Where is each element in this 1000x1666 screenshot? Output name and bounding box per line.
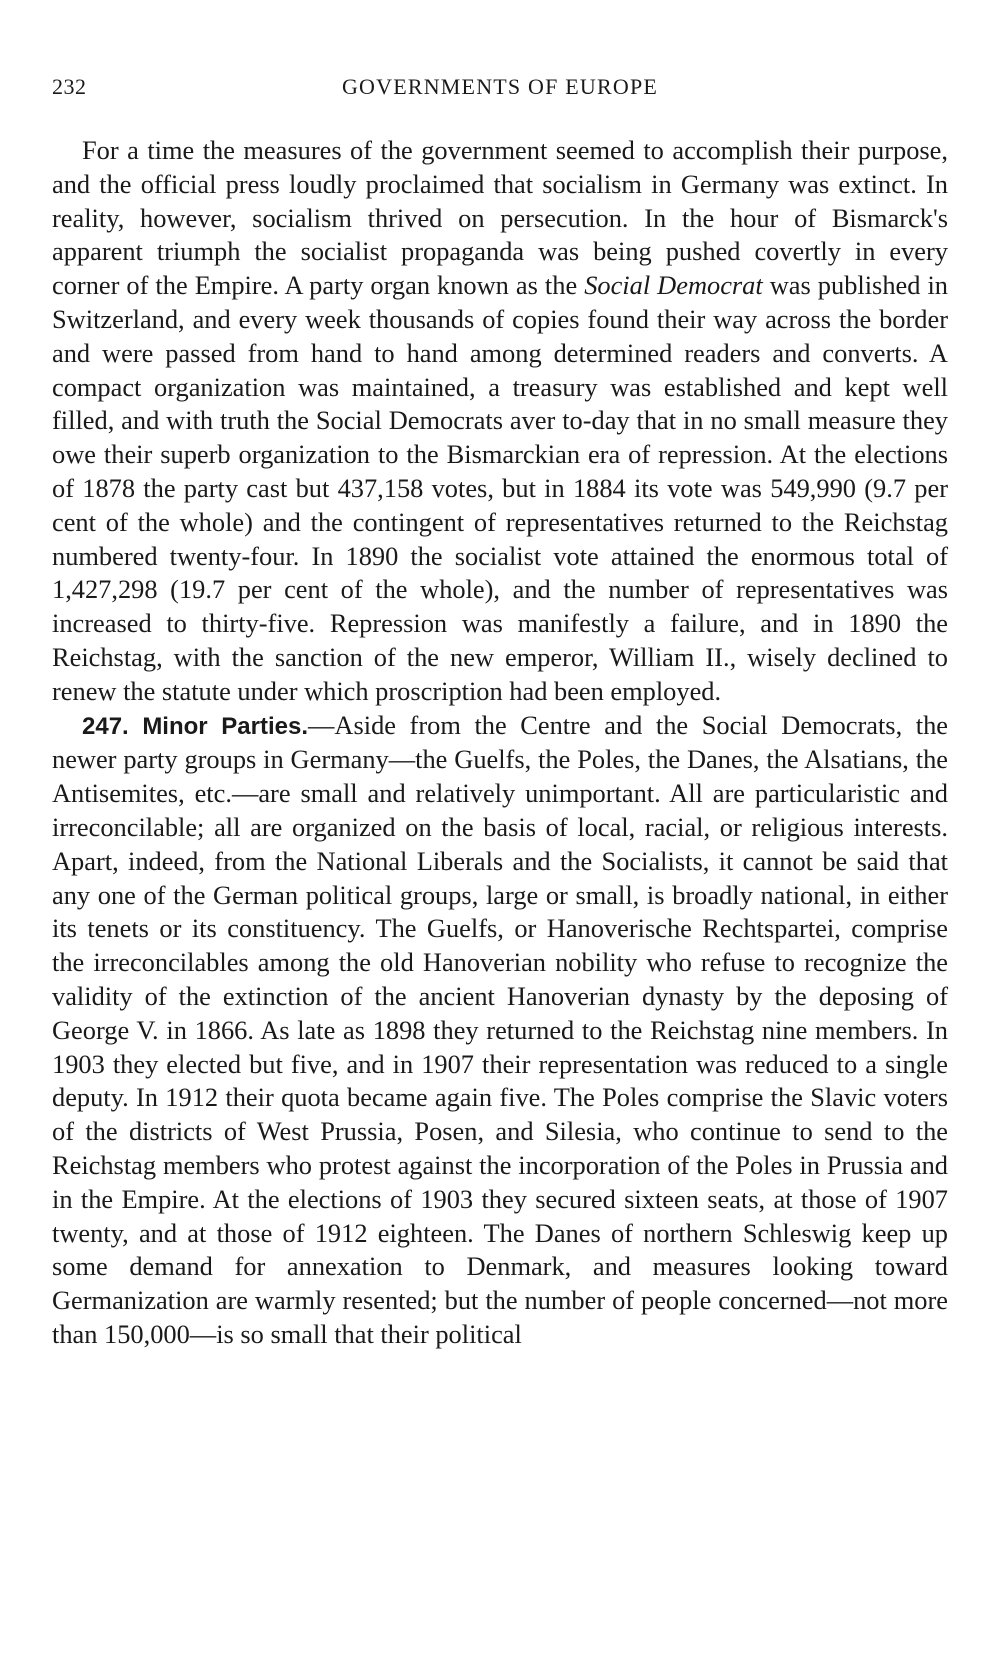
paragraph-text: For a time the measures of the government seemed to accomplish their purpose, and the official press loudly proclaimed that socialism in Germany was extinct. In reality, however, socialism thrived on persecution. In the hour of Bismarck's apparent triumph the socialist propaganda was being pushed covertly in every corner of the Empire. A party organ known as the — [52, 135, 948, 301]
paragraph-socialism — [52, 134, 948, 709]
book-page — [52, 0, 948, 1352]
paragraph-minor-parties — [52, 709, 948, 1352]
newspaper-title: Social Democrat — [584, 270, 763, 301]
running-head — [52, 74, 948, 114]
section-heading: Minor Parties. — [142, 712, 309, 740]
paragraph-text: —Aside from the Centre and the Social Democrats, the newer party groups in Germany—the Guelfs, the Poles, the Danes, the Alsatians, the Antisemites, etc.—are small and relatively unimportant. All are particularistic and irreconcilable; all are organized on the basis of local, racial, or religious interests. Apart, indeed, from the National Liberals and the Socialists, it cannot be said that any one of the German political groups, large or small, is broadly national, in either its tenets or its constituency. The Guelfs, or Hanoverische Rechtspartei, comprise the irreconcilables among the old Hanoverian nobility who refuse to recognize the validity of the extinction of the ancient Hanoverian dynasty by the deposing of George V. in 1866. As late as 1898 they returned to the Reichstag nine members. In 1903 they elected but five, and in 1907 their representation was reduced to a single deputy. In 1912 their quota became again five. The Poles comprise the Slavic voters of the districts of West Prussia, Posen, and Silesia, who continue to send to the Reichstag members who protest against the incorporation of the Poles in Prussia and in the Empire. At the elections of 1903 they secured sixteen seats, at those of 1907 twenty, and at those of 1912 eighteen. The Danes of northern Schleswig keep up some demand for annexation to Denmark, and measures looking toward Germanization are warmly resented; but the number of people concerned—not more than 150,000—is so small that their political — [52, 709, 948, 1349]
page-number: 232 — [52, 74, 87, 99]
body-text — [52, 134, 948, 1352]
section-number: 247. — [82, 712, 129, 740]
paragraph-text: was published in Switzerland, and every week thousands of copies found their way across the border and were passed from hand to hand among determined readers and converts. A compact organization was maintained, a treasury was established and kept well filled, and with truth the Social Democrats aver to-day that in no small measure they owe their superb organization to the Bismarckian era of repression. At the elections of 1878 the party cast but 437,158 votes, but in 1884 its vote was 549,990 (9.7 per cent of the whole) and the contingent of representatives returned to the Reichstag numbered twenty-four. In 1890 the socialist vote attained the enormous total of 1,427,298 (19.7 per cent of the whole), and the number of representatives was increased to thirty-five. Repression was manifestly a failure, and in 1890 the Reichstag, with the sanction of the new emperor, William II., wisely declined to renew the statute under which proscription had been employed. — [52, 270, 948, 706]
running-title: GOVERNMENTS OF EUROPE — [341, 74, 659, 99]
